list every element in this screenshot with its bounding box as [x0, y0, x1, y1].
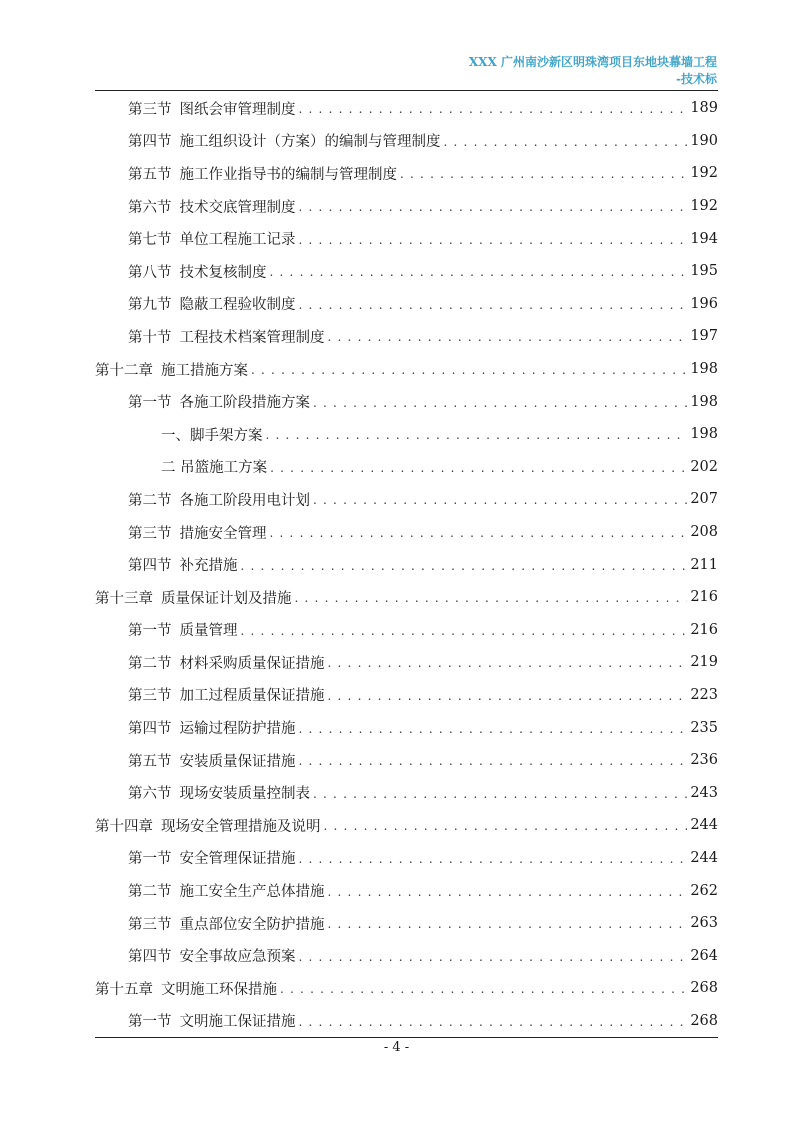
toc-leader-dots	[328, 885, 688, 899]
toc-entry-title: 单位工程施工记录	[179, 232, 296, 249]
toc-entry-page: 216	[690, 621, 718, 638]
toc-leader-dots	[299, 722, 688, 736]
toc-entry-title: 图纸会审管理制度	[179, 101, 296, 118]
toc-entry-title: 安全管理保证措施	[179, 851, 296, 868]
toc-leader-dots	[299, 852, 688, 866]
toc-entry-page: 244	[690, 849, 718, 866]
toc-leader-dots	[299, 1015, 688, 1029]
toc-leader-dots	[299, 233, 688, 247]
toc-entry-title: 一、脚手架方案	[161, 427, 263, 444]
toc-leader-dots	[328, 917, 688, 931]
toc-entry-number: 第二节	[128, 492, 172, 509]
toc-leader-dots	[280, 982, 687, 996]
toc-entry-title: 各施工阶段用电计划	[179, 492, 310, 509]
toc-entry-title: 重点部位安全防护措施	[179, 916, 325, 933]
toc-leader-dots	[328, 689, 688, 703]
toc-entry[interactable]	[95, 646, 718, 679]
toc-entry-number: 第十四章	[95, 818, 153, 835]
toc-entry-title: 运输过程防护措施	[179, 721, 296, 738]
toc-leader-dots	[328, 656, 688, 670]
toc-entry-page: 198	[690, 361, 718, 378]
toc-entry[interactable]	[95, 809, 718, 842]
header-rule	[95, 90, 718, 91]
toc-entry-title: 二 吊篮施工方案	[161, 460, 268, 477]
toc-leader-dots	[270, 526, 688, 540]
toc-entry[interactable]	[95, 744, 718, 777]
toc-entry[interactable]	[95, 711, 718, 744]
toc-entry-number: 第六节	[128, 786, 172, 803]
toc-entry-title: 施工措施方案	[161, 362, 248, 379]
toc-entry-page: 195	[690, 263, 718, 280]
toc-entry-title: 材料采购质量保证措施	[179, 655, 325, 672]
toc-entry[interactable]	[95, 548, 718, 581]
toc-entry[interactable]	[95, 842, 718, 875]
toc-leader-dots	[444, 135, 688, 149]
toc-leader-dots	[241, 559, 688, 573]
toc-entry[interactable]	[95, 92, 718, 125]
toc-entry-number: 第十三章	[95, 590, 153, 607]
toc-entry-number: 第四节	[128, 721, 172, 738]
toc-entry[interactable]	[95, 255, 718, 288]
toc-entry-number: 第十五章	[95, 981, 153, 998]
toc-entry-title: 现场安装质量控制表	[179, 786, 310, 803]
toc-entry-title: 各施工阶段措施方案	[179, 395, 310, 412]
toc-entry-page: 192	[690, 198, 718, 215]
toc-entry-number: 第五节	[128, 166, 172, 183]
toc-entry[interactable]	[95, 614, 718, 647]
toc-entry[interactable]	[95, 353, 718, 386]
toc-entry-number: 第一节	[128, 1014, 172, 1031]
toc-entry-page: 223	[690, 686, 718, 703]
toc-leader-dots	[295, 591, 688, 605]
toc-leader-dots	[299, 754, 688, 768]
toc-entry-number: 第三节	[128, 525, 172, 542]
toc-entry-page: 243	[690, 784, 718, 801]
toc-entry[interactable]	[95, 516, 718, 549]
toc-entry[interactable]	[95, 939, 718, 972]
toc-entry-page: 236	[690, 752, 718, 769]
toc-entry-page: 244	[690, 817, 718, 834]
toc-entry-page: 196	[690, 295, 718, 312]
toc-entry-page: 268	[690, 980, 718, 997]
toc-entry-page: 192	[690, 165, 718, 182]
toc-entry-title: 安装质量保证措施	[179, 753, 296, 770]
toc-entry-page: 189	[690, 100, 718, 117]
toc-entry[interactable]	[95, 907, 718, 940]
toc-entry-page: 268	[690, 1012, 718, 1029]
toc-entry-title: 工程技术档案管理制度	[179, 329, 325, 346]
toc-entry-page: 197	[690, 328, 718, 345]
toc-entry-title: 加工过程质量保证措施	[179, 688, 325, 705]
page-number: - 4 -	[383, 1040, 410, 1055]
toc-entry-number: 第二节	[128, 884, 172, 901]
toc-entry-page: 198	[690, 393, 718, 410]
toc-entry-number: 第十节	[128, 329, 172, 346]
toc-entry-number: 第一节	[128, 623, 172, 640]
toc-entry-number: 第八节	[128, 264, 172, 281]
toc-entry-number: 第一节	[128, 851, 172, 868]
toc-entry[interactable]	[95, 679, 718, 712]
toc-leader-dots	[299, 950, 688, 964]
toc-leader-dots	[299, 102, 688, 116]
toc-leader-dots	[313, 787, 687, 801]
toc-entry[interactable]	[95, 190, 718, 223]
toc-leader-dots	[270, 265, 688, 279]
toc-entry-page: 202	[690, 458, 718, 475]
toc-entry-title: 补充措施	[179, 558, 238, 575]
toc-leader-dots	[299, 298, 688, 312]
toc-leader-dots	[313, 493, 687, 507]
toc-leader-dots	[328, 330, 688, 344]
toc-entry[interactable]	[95, 776, 718, 809]
toc-entry-title: 文明施工保证措施	[179, 1014, 296, 1031]
toc-entry-number: 第七节	[128, 232, 172, 249]
toc-entry-page: 207	[690, 491, 718, 508]
toc-leader-dots	[266, 428, 688, 442]
toc-entry-page: 198	[690, 426, 718, 443]
toc-entry-page: 194	[690, 230, 718, 247]
toc-entry-title: 质量管理	[179, 623, 238, 640]
toc-entry[interactable]	[95, 972, 718, 1005]
toc-entry[interactable]	[95, 874, 718, 907]
toc-leader-dots	[251, 363, 687, 377]
toc-entry-page: 208	[690, 524, 718, 541]
toc-entry[interactable]	[95, 418, 718, 451]
toc-entry-page: 263	[690, 915, 718, 932]
toc-entry-title: 质量保证计划及措施	[161, 590, 292, 607]
toc-entry-number: 第三节	[128, 101, 172, 118]
toc-entry-title: 施工安全生产总体措施	[179, 884, 325, 901]
header-title: XXX 广州南沙新区明珠湾项目东地块幕墙工程	[468, 55, 717, 69]
running-header	[469, 54, 717, 88]
toc-entry-title: 安全事故应急预案	[179, 949, 296, 966]
toc-entry-title: 技术复核制度	[179, 264, 267, 281]
toc-leader-dots	[400, 167, 687, 181]
toc-entry-number: 第三节	[128, 688, 172, 705]
toc-entry-page: 262	[690, 882, 718, 899]
toc-entry[interactable]	[95, 1005, 718, 1038]
toc-entry-title: 技术交底管理制度	[179, 199, 296, 216]
toc-entry-title: 施工作业指导书的编制与管理制度	[179, 166, 397, 183]
toc-entry[interactable]	[95, 222, 718, 255]
toc-entry-title: 隐蔽工程验收制度	[179, 297, 296, 314]
toc-entry-title: 文明施工环保措施	[161, 981, 277, 998]
toc-entry-number: 第三节	[128, 916, 172, 933]
toc-leader-dots	[324, 819, 688, 833]
toc-entry-number: 第六节	[128, 199, 172, 216]
toc-entry-number: 第五节	[128, 753, 172, 770]
toc-entry[interactable]	[95, 483, 718, 516]
toc-entry-number: 第四节	[128, 949, 172, 966]
footer-rule	[95, 1037, 718, 1038]
toc-entry-number: 第二节	[128, 655, 172, 672]
toc-entry-page: 216	[690, 589, 718, 606]
toc-entry-page: 190	[690, 132, 718, 149]
toc-entry[interactable]	[95, 125, 718, 158]
toc-entry-title: 现场安全管理措施及说明	[161, 818, 321, 835]
table-of-contents	[95, 92, 718, 1037]
toc-entry-title: 施工组织设计（方案）的编制与管理制度	[179, 134, 441, 151]
toc-entry-page: 264	[690, 947, 718, 964]
toc-entry-number: 第九节	[128, 297, 172, 314]
toc-entry[interactable]	[95, 320, 718, 353]
toc-entry[interactable]	[95, 385, 718, 418]
toc-entry-page: 235	[690, 719, 718, 736]
toc-entry-number: 第十二章	[95, 362, 153, 379]
toc-leader-dots	[313, 396, 687, 410]
toc-entry[interactable]	[95, 288, 718, 321]
toc-entry-number: 第四节	[128, 558, 172, 575]
header-subtitle: -技术标	[676, 72, 717, 86]
toc-entry-page: 219	[690, 654, 718, 671]
toc-leader-dots	[270, 461, 687, 475]
toc-entry[interactable]	[95, 581, 718, 614]
toc-entry[interactable]	[95, 451, 718, 484]
toc-leader-dots	[299, 200, 688, 214]
toc-entry-number: 第四节	[128, 134, 172, 151]
toc-entry-title: 措施安全管理	[179, 525, 267, 542]
toc-entry-page: 211	[690, 556, 718, 573]
toc-entry-number: 第一节	[128, 395, 172, 412]
toc-entry[interactable]	[95, 157, 718, 190]
toc-leader-dots	[241, 624, 688, 638]
